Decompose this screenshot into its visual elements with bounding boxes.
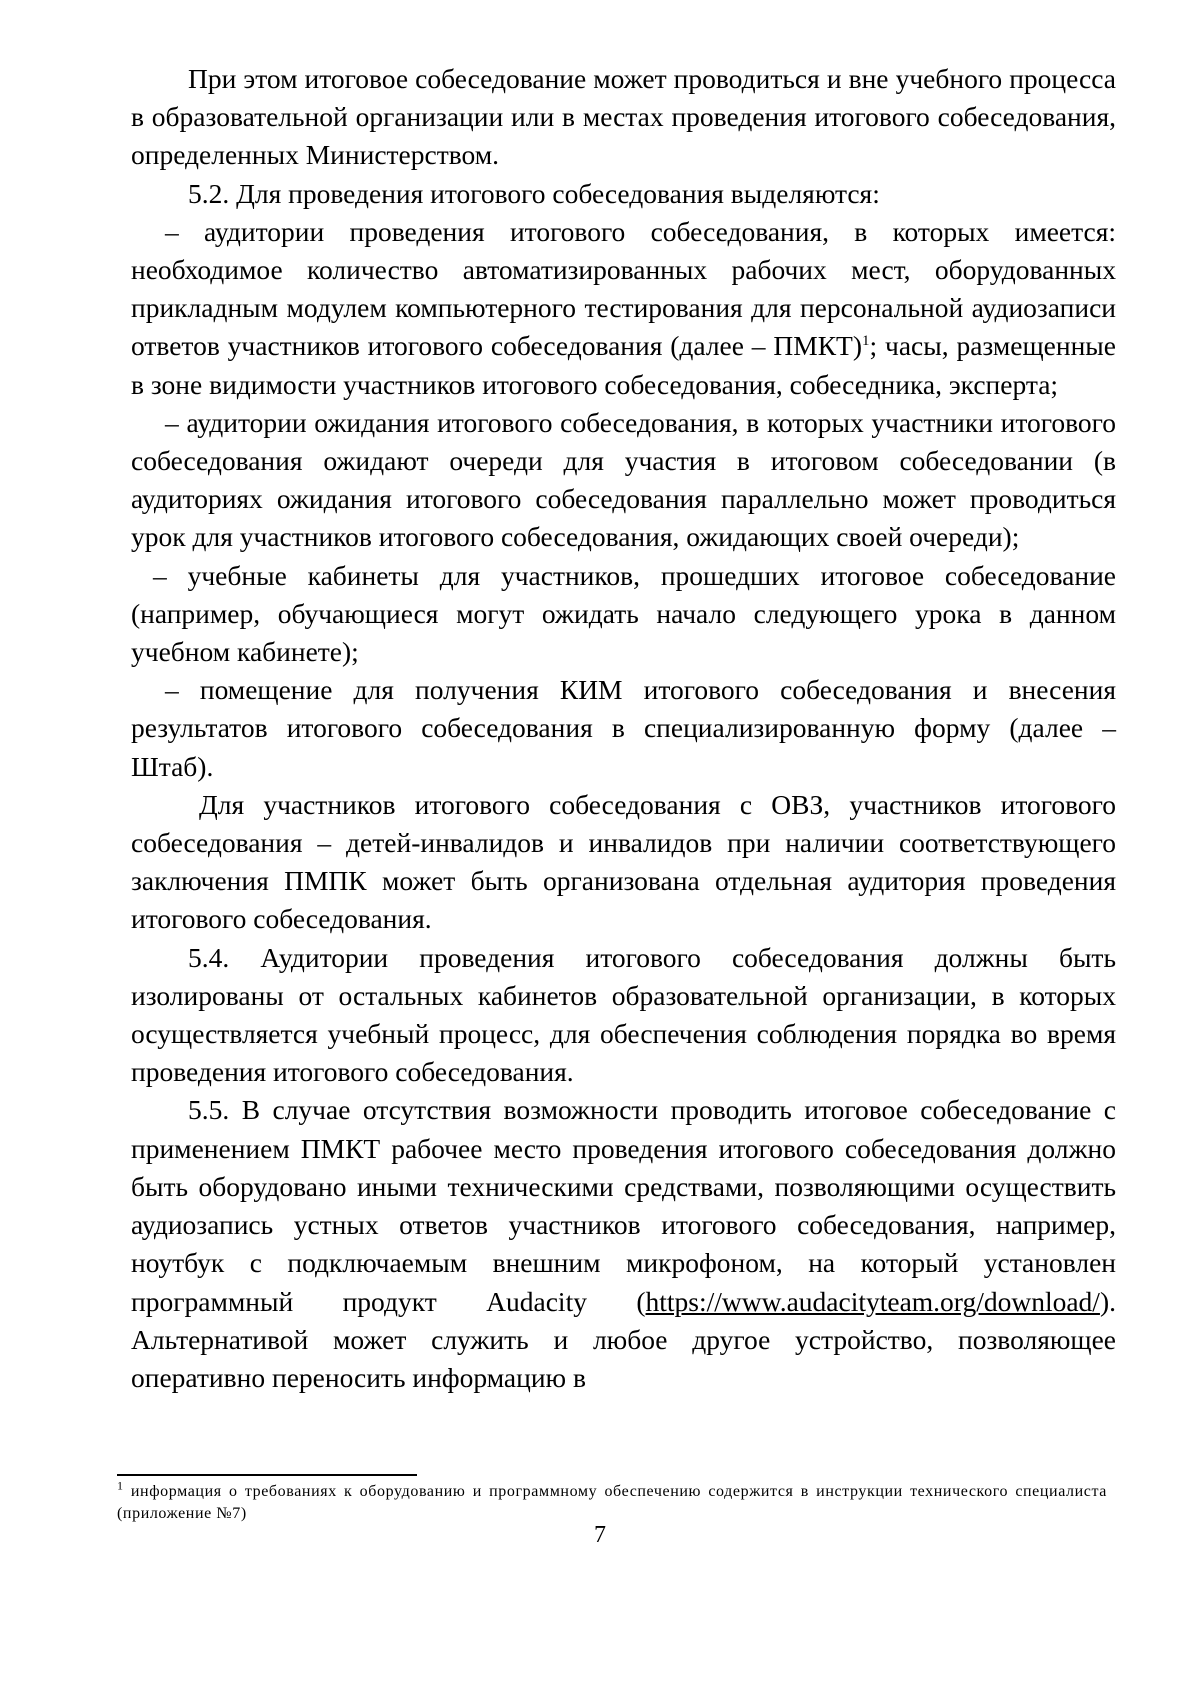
section-5-2-heading: 5.2. Для проведения итогового собеседования выделяются: <box>188 177 880 209</box>
section-5-5: 5.5. В случае отсутствия возможности проводить итоговое собеседование с применением ПМКТ рабочее место проведения итогового собеседования должно быть оборудовано иными техническими средствами, позволяющими осуществить аудиозапись устных ответов участников итогового собеседования, например, ноутбук с подключаемым внешним микрофоном, на который установлен программный продукт Audacity (https://www.audacityteam.org/download/). Альтернативой может служить и любое другое устройство, позволяющее оперативно переносить информацию в <box>131 1094 1116 1393</box>
paragraph-ovz: Для участников итогового собеседования с ОВЗ, участников итогового собеседования – детей-инвалидов и инвалидов при наличии соответствующего заключения ПМПК может быть организована отдельная аудитория проведения итогового собеседования. <box>131 788 1116 935</box>
footnote-reference: 1 <box>862 333 870 350</box>
list-item-classrooms: – учебные кабинеты для участников, прошедших итоговое собеседование (например, обучающиеся могут ожидать начало следующего урока в данном учебном кабинете); <box>131 559 1116 668</box>
audacity-download-link[interactable]: https://www.audacityteam.org/download/ <box>645 1285 1100 1317</box>
paragraph-intro: При этом итоговое собеседование может проводиться и вне учебного процесса в образовательной организации или в местах проведения итогового собеседования, определенных Министерством. <box>131 63 1116 171</box>
footnote-divider <box>117 1474 417 1476</box>
list-item-headquarters: – помещение для получения КИМ итогового собеседования и внесения результатов итогового собеседования в специализированную форму (далее – Штаб). <box>131 674 1116 782</box>
document-body <box>131 60 1116 1397</box>
footnote-marker: 1 <box>117 1478 124 1493</box>
footnote-text: информация о требованиях к оборудованию и программному обеспечению содержится в инструкции технического специалиста (приложение №7) <box>117 1483 1107 1522</box>
footnote <box>117 1478 1107 1525</box>
list-item-audience-rooms: – аудитории проведения итогового собеседования, в которых имеется: необходимое количество автоматизированных рабочих мест, оборудованных прикладным модулем компьютерного тестирования для персональной аудиозаписи ответов участников итогового собеседования (далее – ПМКТ)$^1$; часы, размещенные в зоне видимости участников итогового собеседования, собеседника, эксперта; <box>131 215 1116 400</box>
page-number: 7 <box>594 1522 606 1548</box>
section-5-4: 5.4. Аудитории проведения итогового собеседования должны быть изолированы от остальных кабинетов образовательной организации, в которых осуществляется учебный процесс, для обеспечения соблюдения порядка во время проведения итогового собеседования. <box>131 941 1116 1088</box>
list-item-waiting-rooms: – аудитории ожидания итогового собеседования, в которых участники итогового собеседования ожидают очереди для участия в итоговом собеседовании (в аудиториях ожидания итогового собеседования параллельно может проводиться урок для участников итогового собеседования, ожидающих своей очереди); <box>131 406 1116 553</box>
